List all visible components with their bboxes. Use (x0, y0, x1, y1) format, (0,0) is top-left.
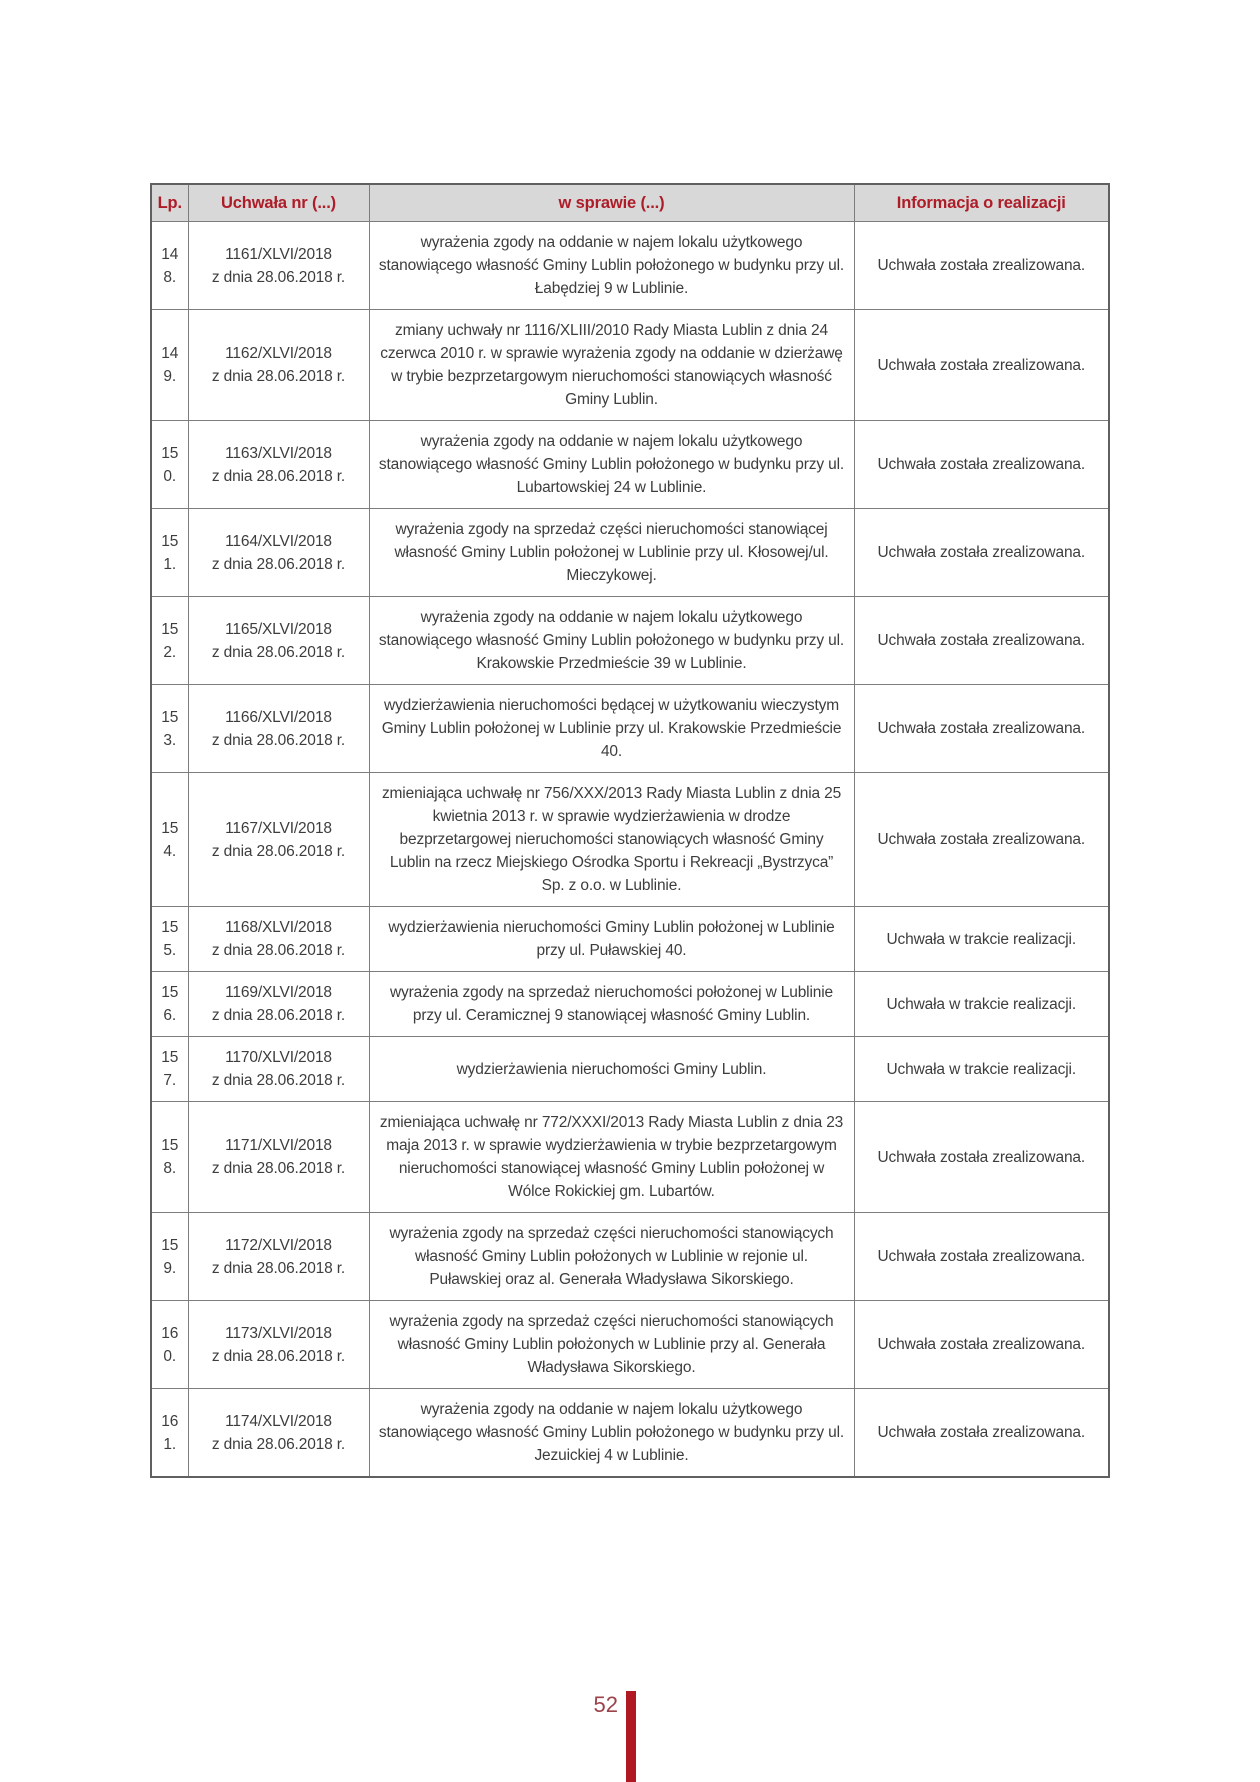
cell-informacja: Uchwała została zrealizowana. (854, 773, 1109, 907)
resolution-number: 1163/XLVI/2018 (225, 444, 332, 462)
cell-w-sprawie: wyrażenia zgody na sprzedaż części nieruchomości stanowiącej własność Gminy Lublin położonej w Lublinie przy ul. Kłosowej/ul. Mieczykowej. (369, 509, 854, 597)
cell-informacja: Uchwała została zrealizowana. (854, 421, 1109, 509)
resolution-number: 1169/XLVI/2018 (225, 984, 332, 1001)
cell-lp: 149. (151, 310, 188, 421)
cell-informacja: Uchwała została zrealizowana. (854, 509, 1109, 597)
resolution-number: 1174/XLVI/2018 (225, 1412, 332, 1430)
resolution-date: z dnia 28.06.2018 r. (211, 1259, 346, 1277)
col-header-uchwala-nr: Uchwała nr (...) (188, 184, 369, 222)
resolution-date: z dnia 28.06.2018 r. (211, 1072, 346, 1089)
cell-lp: 157. (151, 1037, 188, 1102)
cell-w-sprawie: wyrażenia zgody na sprzedaż części nieruchomości stanowiących własność Gminy Lublin położonych w Lublinie w rejonie ul. Puławskiej oraz al. Generała Władysława Sikorskiego. (369, 1213, 854, 1301)
col-header-lp: Lp. (151, 184, 188, 222)
cell-w-sprawie: wyrażenia zgody na sprzedaż nieruchomości położonej w Lublinie przy ul. Ceramicznej 9 stanowiącej własność Gminy Lublin. (369, 972, 854, 1037)
resolution-date: z dnia 28.06.2018 r. (211, 842, 346, 860)
table-row (151, 685, 1109, 773)
resolution-number: 1173/XLVI/2018 (225, 1324, 332, 1342)
resolution-number: 1165/XLVI/2018 (225, 620, 332, 638)
cell-w-sprawie: wydzierżawienia nieruchomości Gminy Lublin. (369, 1037, 854, 1102)
table-row (151, 1037, 1109, 1102)
cell-uchwala-nr (188, 1213, 369, 1301)
cell-w-sprawie: wyrażenia zgody na oddanie w najem lokalu użytkowego stanowiącego własność Gminy Lublin położonego w budynku przy ul. Jezuickiej 4 w Lublinie. (369, 1389, 854, 1478)
table-row (151, 509, 1109, 597)
col-header-w-sprawie: w sprawie (...) (369, 184, 854, 222)
cell-w-sprawie: wyrażenia zgody na sprzedaż części nieruchomości stanowiących własność Gminy Lublin położonych w Lublinie przy al. Generała Władysława Sikorskiego. (369, 1301, 854, 1389)
cell-lp: 155. (151, 907, 188, 972)
cell-uchwala-nr (188, 509, 369, 597)
cell-lp: 148. (151, 222, 188, 310)
resolution-date: z dnia 28.06.2018 r. (211, 467, 346, 485)
cell-w-sprawie: wyrażenia zgody na oddanie w najem lokalu użytkowego stanowiącego własność Gminy Lublin położonego w budynku przy ul. Lubartowskiej 24 w Lublinie. (369, 421, 854, 509)
page-number: 52 (593, 1692, 618, 1717)
table-row (151, 907, 1109, 972)
resolution-number: 1171/XLVI/2018 (225, 1137, 332, 1154)
cell-uchwala-nr (188, 773, 369, 907)
cell-informacja: Uchwała została zrealizowana. (854, 685, 1109, 773)
table-row (151, 773, 1109, 907)
resolution-number: 1166/XLVI/2018 (225, 708, 332, 726)
resolution-date: z dnia 28.06.2018 r. (211, 555, 346, 573)
resolution-date: z dnia 28.06.2018 r. (211, 731, 346, 749)
resolution-date: z dnia 28.06.2018 r. (211, 368, 346, 385)
cell-informacja: Uchwała została zrealizowana. (854, 222, 1109, 310)
cell-uchwala-nr (188, 907, 369, 972)
cell-w-sprawie: wydzierżawienia nieruchomości będącej w użytkowaniu wieczystym Gminy Lublin położonej w Lublinie przy ul. Krakowskie Przedmieście 40. (369, 685, 854, 773)
cell-lp: 151. (151, 509, 188, 597)
table-row (151, 310, 1109, 421)
table-row (151, 1389, 1109, 1478)
table-row (151, 222, 1109, 310)
cell-informacja: Uchwała w trakcie realizacji. (854, 972, 1109, 1037)
cell-informacja: Uchwała została zrealizowana. (854, 1102, 1109, 1213)
col-header-informacja: Informacja o realizacji (854, 184, 1109, 222)
resolution-number: 1168/XLVI/2018 (225, 919, 332, 936)
cell-uchwala-nr (188, 421, 369, 509)
cell-lp: 160. (151, 1301, 188, 1389)
resolution-number: 1167/XLVI/2018 (225, 819, 332, 837)
cell-lp: 156. (151, 972, 188, 1037)
resolution-date: z dnia 28.06.2018 r. (211, 643, 346, 661)
cell-uchwala-nr (188, 1389, 369, 1478)
table-row (151, 421, 1109, 509)
cell-uchwala-nr (188, 972, 369, 1037)
cell-lp: 154. (151, 773, 188, 907)
resolutions-table (150, 183, 1110, 1478)
cell-lp: 153. (151, 685, 188, 773)
resolution-date: z dnia 28.06.2018 r. (211, 1435, 346, 1453)
cell-uchwala-nr (188, 685, 369, 773)
resolution-date: z dnia 28.06.2018 r. (211, 1160, 346, 1177)
resolution-date: z dnia 28.06.2018 r. (211, 942, 346, 959)
table-row (151, 597, 1109, 685)
cell-w-sprawie: wydzierżawienia nieruchomości Gminy Lublin położonej w Lublinie przy ul. Puławskiej 40. (369, 907, 854, 972)
resolution-number: 1161/XLVI/2018 (225, 245, 332, 263)
cell-uchwala-nr (188, 1301, 369, 1389)
cell-informacja: Uchwała została zrealizowana. (854, 1389, 1109, 1478)
cell-informacja: Uchwała została zrealizowana. (854, 1213, 1109, 1301)
cell-uchwala-nr (188, 597, 369, 685)
resolution-number: 1162/XLVI/2018 (225, 345, 332, 362)
table-header-row (151, 184, 1109, 222)
cell-informacja: Uchwała została zrealizowana. (854, 597, 1109, 685)
cell-lp: 158. (151, 1102, 188, 1213)
table-row (151, 1213, 1109, 1301)
resolution-date: z dnia 28.06.2018 r. (211, 268, 346, 286)
cell-w-sprawie: wyrażenia zgody na oddanie w najem lokalu użytkowego stanowiącego własność Gminy Lublin położonego w budynku przy ul. Łabędziej 9 w Lublinie. (369, 222, 854, 310)
cell-uchwala-nr (188, 1102, 369, 1213)
cell-informacja: Uchwała została zrealizowana. (854, 310, 1109, 421)
cell-uchwala-nr (188, 1037, 369, 1102)
cell-informacja: Uchwała w trakcie realizacji. (854, 1037, 1109, 1102)
cell-lp: 150. (151, 421, 188, 509)
resolution-number: 1172/XLVI/2018 (225, 1236, 332, 1254)
table-row (151, 972, 1109, 1037)
resolution-date: z dnia 28.06.2018 r. (211, 1007, 346, 1024)
cell-lp: 159. (151, 1213, 188, 1301)
resolution-number: 1164/XLVI/2018 (225, 532, 332, 550)
table-row (151, 1301, 1109, 1389)
cell-informacja: Uchwała została zrealizowana. (854, 1301, 1109, 1389)
cell-lp: 161. (151, 1389, 188, 1478)
cell-w-sprawie: zmiany uchwały nr 1116/XLIII/2010 Rady Miasta Lublin z dnia 24 czerwca 2010 r. w sprawie wyrażenia zgody na oddanie w dzierżawę w trybie bezprzetargowym nieruchomości stanowiących własność Gminy Lublin. (369, 310, 854, 421)
cell-w-sprawie: zmieniająca uchwałę nr 756/XXX/2013 Rady Miasta Lublin z dnia 25 kwietnia 2013 r. w sprawie wydzierżawienia w drodze bezprzetargowej nieruchomości stanowiących własność Gminy Lublin na rzecz Miejskiego Ośrodka Sportu i Rekreacji „Bystrzyca” Sp. z o.o. w Lublinie. (369, 773, 854, 907)
resolution-date: z dnia 28.06.2018 r. (211, 1347, 346, 1365)
cell-lp: 152. (151, 597, 188, 685)
resolution-number: 1170/XLVI/2018 (225, 1049, 332, 1066)
cell-uchwala-nr (188, 222, 369, 310)
footer-red-bar (626, 1691, 636, 1782)
cell-w-sprawie: zmieniająca uchwałę nr 772/XXXI/2013 Rady Miasta Lublin z dnia 23 maja 2013 r. w sprawie wydzierżawienia w trybie bezprzetargowym nieruchomości stanowiącej własność Gminy Lublin położonej w Wólce Rokickiej gm. Lubartów. (369, 1102, 854, 1213)
cell-w-sprawie: wyrażenia zgody na oddanie w najem lokalu użytkowego stanowiącego własność Gminy Lublin położonego w budynku przy ul. Krakowskie Przedmieście 39 w Lublinie. (369, 597, 854, 685)
table-body (151, 222, 1109, 1478)
cell-uchwala-nr (188, 310, 369, 421)
cell-informacja: Uchwała w trakcie realizacji. (854, 907, 1109, 972)
table-row (151, 1102, 1109, 1213)
